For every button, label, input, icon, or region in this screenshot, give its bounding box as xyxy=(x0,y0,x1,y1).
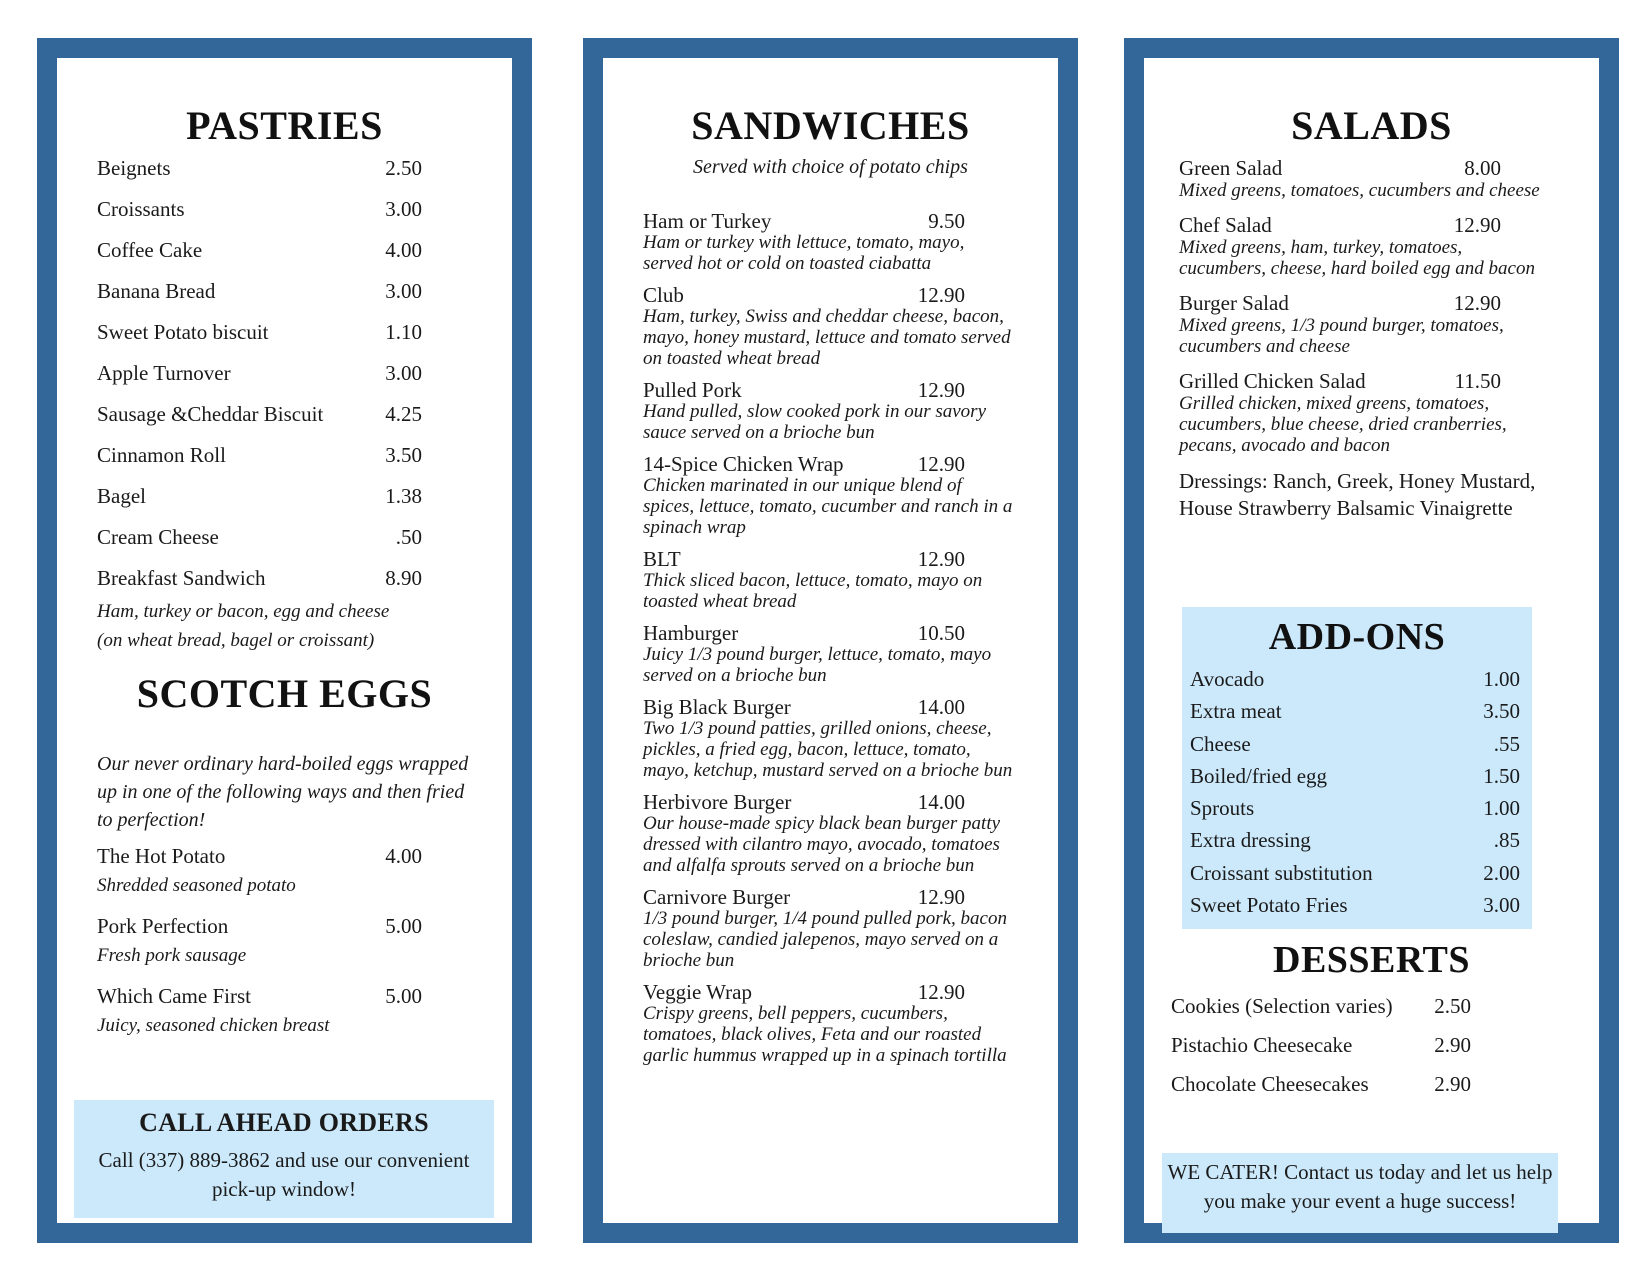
item-price: 12.90 xyxy=(1453,213,1501,237)
pastry-item xyxy=(97,197,422,238)
pastry-item xyxy=(97,443,422,484)
item-price: 1.00 xyxy=(1483,667,1520,691)
pastry-item xyxy=(97,320,422,361)
item-description: Thick sliced bacon, lettuce, tomato, mayo on toasted wheat bread xyxy=(643,570,983,612)
addon-item xyxy=(1190,792,1520,824)
item-price: 4.25 xyxy=(385,402,422,426)
salad-row xyxy=(1179,213,1501,237)
salad-items xyxy=(1179,156,1549,456)
scotch-egg-row xyxy=(97,844,422,869)
item-name: Sweet Potato biscuit xyxy=(97,320,269,344)
addon-item xyxy=(1190,728,1520,760)
item-price: 2.50 xyxy=(385,156,422,180)
item-price: 3.50 xyxy=(385,443,422,467)
salad-item xyxy=(1179,291,1549,357)
item-price: .85 xyxy=(1493,828,1520,853)
menu-panel-pastries xyxy=(37,38,532,1243)
sandwiches-list xyxy=(643,210,1013,1076)
item-name: 14-Spice Chicken Wrap xyxy=(643,452,844,476)
desserts-list xyxy=(1171,991,1471,1108)
item-price: 10.50 xyxy=(917,621,965,645)
item-price: 12.90 xyxy=(917,378,965,402)
sandwich-row xyxy=(643,886,965,908)
item-description: Mixed greens, 1/3 pound burger, tomatoes, cucumbers and cheese xyxy=(1179,315,1504,357)
item-description: Fresh pork sausage xyxy=(97,945,247,966)
addon-item xyxy=(1190,857,1520,889)
item-name: Avocado xyxy=(1190,667,1265,691)
item-description: Crispy greens, bell peppers, cucumbers, tomatoes, black olives, Feta and our roasted garlic hummus wrapped up in a spinach tortilla xyxy=(643,1003,1007,1066)
catering-text: WE CATER! Contact us today and let us help you make your event a huge success! xyxy=(1167,1160,1553,1213)
item-name: Green Salad xyxy=(1179,156,1283,180)
item-name: Breakfast Sandwich xyxy=(97,566,266,590)
scotch-eggs-heading: SCOTCH EGGS xyxy=(136,671,433,716)
item-name: BLT xyxy=(643,547,681,571)
pastries-heading: PASTRIES xyxy=(186,103,383,148)
item-name: The Hot Potato xyxy=(97,844,226,868)
item-name: Cream Cheese xyxy=(97,525,219,549)
item-name: Chocolate Cheesecakes xyxy=(1171,1072,1369,1096)
item-price: 1.50 xyxy=(1483,763,1520,788)
sandwiches-subtitle: Served with choice of potato chips xyxy=(693,156,968,178)
scotch-eggs-intro: Our never ordinary hard-boiled eggs wrapped up in one of the following ways and then fried to perfection! xyxy=(97,753,469,831)
breakfast-desc-line: (on wheat bread, bagel or croissant) xyxy=(97,630,375,651)
desserts-heading: DESSERTS xyxy=(1273,939,1470,981)
addons-list xyxy=(1182,659,1532,921)
item-description: Mixed greens, tomatoes, cucumbers and cheese xyxy=(1179,180,1540,201)
menu-panel-sandwiches xyxy=(583,38,1078,1243)
item-name: Croissant substitution xyxy=(1190,860,1373,885)
item-price: 5.00 xyxy=(385,914,422,938)
dessert-item xyxy=(1171,1069,1471,1108)
sandwich-row xyxy=(643,622,965,644)
item-name: Club xyxy=(643,283,684,307)
sandwich-item xyxy=(643,696,1013,781)
catering-box xyxy=(1162,1153,1558,1233)
item-price: .50 xyxy=(395,525,422,549)
item-name: Pork Perfection xyxy=(97,914,229,938)
item-description: Our house-made spicy black bean burger patty dressed with cilantro mayo, avocado, tomatoes and alfalfa sprouts served on a brioche bun xyxy=(643,813,1001,876)
item-name: Herbivore Burger xyxy=(643,790,792,814)
item-name: Pistachio Cheesecake xyxy=(1171,1033,1353,1057)
pastry-item xyxy=(97,238,422,279)
sandwich-item xyxy=(643,886,1013,971)
item-name: Sweet Potato Fries xyxy=(1190,893,1348,918)
salad-item xyxy=(1179,213,1549,279)
sandwich-row xyxy=(643,791,965,813)
item-price: 14.00 xyxy=(917,790,965,814)
sandwich-item xyxy=(643,379,1013,443)
item-name: Carnivore Burger xyxy=(643,885,791,909)
item-price: 12.90 xyxy=(1453,291,1501,315)
scotch-egg-row xyxy=(97,984,422,1009)
item-name: Veggie Wrap xyxy=(643,980,752,1004)
item-name: Which Came First xyxy=(97,984,251,1008)
item-description: 1/3 pound burger, 1/4 pound pulled pork, bacon coleslaw, candied jalepenos, mayo served on a brioche bun xyxy=(643,908,1007,971)
scotch-egg-item xyxy=(97,914,422,984)
salad-item xyxy=(1179,369,1549,456)
item-price: 12.90 xyxy=(917,885,965,909)
salad-row xyxy=(1179,369,1501,393)
pastry-item xyxy=(97,484,422,525)
item-description: Hand pulled, slow cooked pork in our savory sauce served on a brioche bun xyxy=(643,401,987,443)
sandwich-item xyxy=(643,284,1013,369)
salad-row xyxy=(1179,156,1501,180)
call-ahead-box xyxy=(74,1100,494,1218)
salad-item xyxy=(1179,156,1549,201)
item-name: Burger Salad xyxy=(1179,291,1289,315)
sandwich-item xyxy=(643,791,1013,876)
item-price: 8.90 xyxy=(385,566,422,590)
item-name: Big Black Burger xyxy=(643,695,791,719)
menu-panel-salads xyxy=(1124,38,1619,1243)
sandwich-item xyxy=(643,210,1013,274)
sandwich-row xyxy=(643,284,965,306)
addon-item xyxy=(1190,760,1520,792)
sandwich-row xyxy=(643,379,965,401)
pastries-list xyxy=(97,156,422,655)
sandwich-row xyxy=(643,453,965,475)
salads-heading: SALADS xyxy=(1291,103,1452,148)
sandwich-item xyxy=(643,981,1013,1066)
item-description: Ham, turkey, Swiss and cheddar cheese, bacon, mayo, honey mustard, lettuce and tomato served on toasted wheat bread xyxy=(643,306,1011,369)
pastry-item xyxy=(97,361,422,402)
salad-row xyxy=(1179,291,1501,315)
sandwich-item xyxy=(643,453,1013,538)
item-name: Apple Turnover xyxy=(97,361,231,385)
item-price: 4.00 xyxy=(385,238,422,262)
item-description: Two 1/3 pound patties, grilled onions, cheese, pickles, a fried egg, bacon, lettuce, tomato, mayo, ketchup, mustard served on a brioche bun xyxy=(643,718,1013,781)
item-description: Juicy, seasoned chicken breast xyxy=(97,1015,330,1036)
scotch-eggs-list xyxy=(97,844,422,1054)
item-name: Banana Bread xyxy=(97,279,216,303)
item-price: 4.00 xyxy=(385,844,422,868)
item-description: Ham or turkey with lettuce, tomato, mayo, served hot or cold on toasted ciabatta xyxy=(643,232,965,274)
item-name: Bagel xyxy=(97,484,146,508)
sandwich-row xyxy=(643,210,965,232)
item-price: 1.38 xyxy=(385,484,422,508)
item-name: Extra meat xyxy=(1190,699,1282,724)
item-name: Ham or Turkey xyxy=(643,209,772,233)
sandwich-row xyxy=(643,548,965,570)
salads-list xyxy=(1179,156,1549,522)
addon-item xyxy=(1190,824,1520,856)
item-description: Juicy 1/3 pound burger, lettuce, tomato, mayo served on a brioche bun xyxy=(643,644,992,686)
item-price: 2.50 xyxy=(1434,994,1471,1018)
pastry-item xyxy=(97,279,422,320)
addon-item xyxy=(1190,695,1520,727)
item-price: 12.90 xyxy=(917,452,965,476)
item-name: Pulled Pork xyxy=(643,378,742,402)
sandwiches-heading: SANDWICHES xyxy=(691,103,970,148)
item-price: 12.90 xyxy=(917,547,965,571)
item-price: 9.50 xyxy=(928,209,965,233)
item-price: 8.00 xyxy=(1464,156,1501,180)
item-name: Sausage &Cheddar Biscuit xyxy=(97,402,324,426)
sandwich-row xyxy=(643,981,965,1003)
item-price: 1.00 xyxy=(1483,796,1520,821)
item-price: 14.00 xyxy=(917,695,965,719)
item-description: Mixed greens, ham, turkey, tomatoes, cucumbers, cheese, hard boiled egg and bacon xyxy=(1179,237,1535,279)
item-price: 2.90 xyxy=(1434,1072,1471,1096)
item-price: 11.50 xyxy=(1454,369,1501,393)
item-description: Grilled chicken, mixed greens, tomatoes, cucumbers, blue cheese, dried cranberries, pecans, avocado and bacon xyxy=(1179,393,1507,456)
pastry-item xyxy=(97,402,422,443)
dessert-item xyxy=(1171,1030,1471,1069)
item-price: 3.00 xyxy=(385,279,422,303)
call-ahead-title: CALL AHEAD ORDERS xyxy=(139,1108,429,1137)
item-name: Extra dressing xyxy=(1190,828,1311,853)
item-price: 3.00 xyxy=(385,361,422,385)
item-price: 2.90 xyxy=(1434,1033,1471,1057)
item-price: 12.90 xyxy=(917,980,965,1004)
item-name: Cookies (Selection varies) xyxy=(1171,994,1393,1018)
addons-box xyxy=(1182,607,1532,929)
item-name: Croissants xyxy=(97,197,185,221)
scotch-egg-row xyxy=(97,914,422,939)
addon-item xyxy=(1190,889,1520,921)
item-price: 3.50 xyxy=(1483,699,1520,724)
pastry-item xyxy=(97,525,422,566)
pastry-item xyxy=(97,156,422,197)
item-price: 2.00 xyxy=(1483,860,1520,885)
item-name: Boiled/fried egg xyxy=(1190,763,1328,788)
breakfast-sandwich-description xyxy=(97,597,422,655)
item-price: 3.00 xyxy=(1483,893,1520,918)
sandwich-item xyxy=(643,622,1013,686)
scotch-egg-item xyxy=(97,984,422,1054)
item-name: Chef Salad xyxy=(1179,213,1272,237)
item-price: .55 xyxy=(1493,731,1520,756)
item-description: Chicken marinated in our unique blend of spices, lettuce, tomato, cucumber and ranch in a spinach wrap xyxy=(643,475,1013,538)
item-name: Cheese xyxy=(1190,731,1251,756)
item-price: 1.10 xyxy=(385,320,422,344)
item-name: Cinnamon Roll xyxy=(97,443,226,467)
item-name: Coffee Cake xyxy=(97,238,203,262)
addons-heading: ADD-ONS xyxy=(1268,616,1446,658)
item-name: Sprouts xyxy=(1190,796,1255,821)
item-description: Shredded seasoned potato xyxy=(97,875,296,896)
item-name: Grilled Chicken Salad xyxy=(1179,369,1366,393)
sandwich-item xyxy=(643,548,1013,612)
addon-item xyxy=(1190,663,1520,695)
item-price: 12.90 xyxy=(917,283,965,307)
dressings-text: Dressings: Ranch, Greek, Honey Mustard, House Strawberry Balsamic Vinaigrette xyxy=(1179,469,1536,520)
call-ahead-text: Call (337) 889-3862 and use our convenient pick-up window! xyxy=(98,1148,470,1201)
item-name: Beignets xyxy=(97,156,171,180)
item-price: 5.00 xyxy=(385,984,422,1008)
item-price: 3.00 xyxy=(385,197,422,221)
sandwich-row xyxy=(643,696,965,718)
breakfast-desc-line: Ham, turkey or bacon, egg and cheese xyxy=(97,601,390,622)
scotch-egg-item xyxy=(97,844,422,914)
item-name: Hamburger xyxy=(643,621,739,645)
dessert-item xyxy=(1171,991,1471,1030)
